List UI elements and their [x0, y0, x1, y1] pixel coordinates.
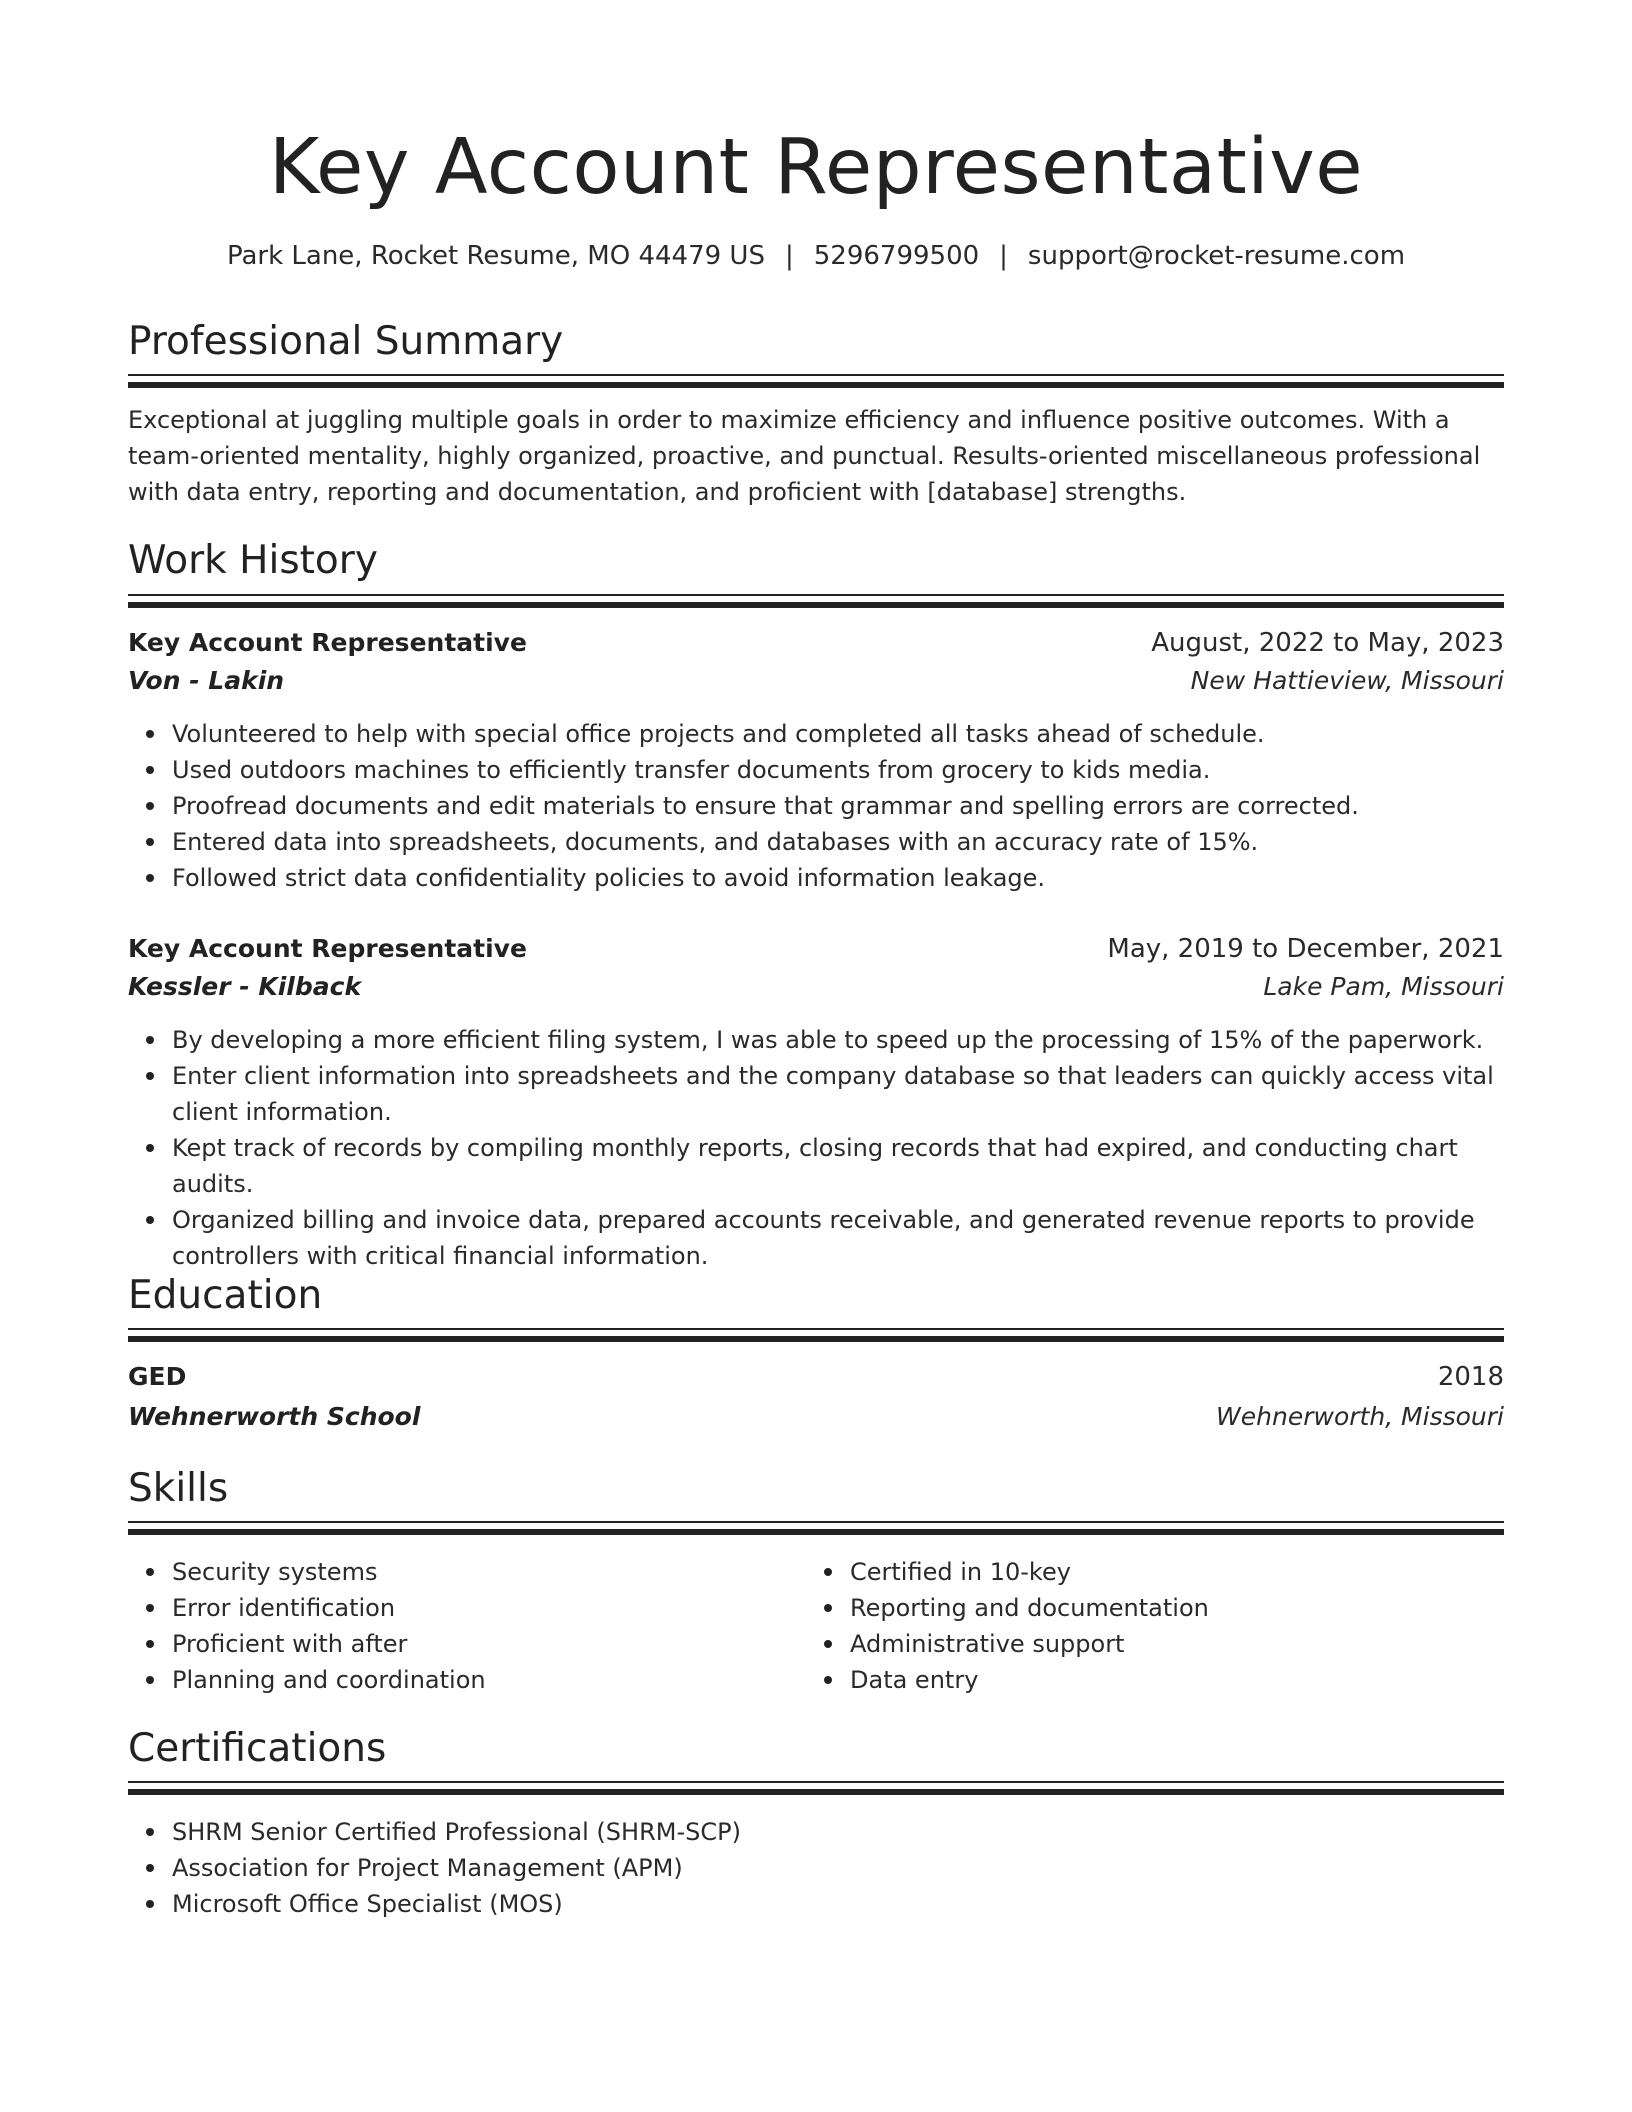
job-title: Key Account Representative: [128, 934, 527, 963]
list-item: Association for Project Management (APM): [172, 1850, 1504, 1886]
job-company-row: [128, 968, 1504, 1008]
contact-address: Park Lane, Rocket Resume, MO 44479 US: [226, 241, 765, 271]
contact-email[interactable]: support@rocket-resume.com: [1027, 241, 1406, 271]
candidate-name: Key Account Representative: [268, 123, 1364, 212]
section-divider: [128, 594, 1504, 610]
list-item: Kept track of records by compiling monthly reports, closing records that had expired, and conducting chart audits.: [172, 1130, 1504, 1202]
education-degree: GED: [128, 1362, 187, 1391]
contact-phone: 5296799500: [813, 241, 980, 271]
list-item: Enter client information into spreadsheets and the company database so that leaders can quickly access vital client information.: [172, 1058, 1504, 1130]
job-company: Von - Lakin: [128, 666, 285, 695]
job-bullet-list: [128, 716, 1504, 896]
section-title-skills: Skills: [128, 1466, 229, 1511]
job-title: Key Account Representative: [128, 628, 527, 657]
list-item: Followed strict data confidentiality policies to avoid information leakage.: [172, 860, 1504, 896]
job-location: New Hattieview, Missouri: [1190, 666, 1504, 695]
job-dates: May, 2019 to December, 2021: [1107, 934, 1504, 964]
education-school: Wehnerworth School: [128, 1402, 421, 1431]
job-header-row: [128, 930, 1504, 970]
section-title-work-history: Work History: [128, 538, 378, 583]
list-item: Administrative support: [850, 1626, 1504, 1662]
section-divider: [128, 1328, 1504, 1344]
list-item: Used outdoors machines to efficiently transfer documents from grocery to kids media.: [172, 752, 1504, 788]
certifications-list: [128, 1814, 1504, 1922]
list-item: Proofread documents and edit materials to ensure that grammar and spelling errors are corrected.: [172, 788, 1504, 824]
job-bullet-list: [128, 1022, 1504, 1274]
contact-separator: |: [784, 241, 794, 271]
job-company-row: [128, 662, 1504, 702]
job-location: Lake Pam, Missouri: [1263, 972, 1504, 1001]
list-item: Entered data into spreadsheets, documents, and databases with an accuracy rate of 15%.: [172, 824, 1504, 860]
job-header-row: [128, 624, 1504, 664]
section-title-certifications: Certifications: [128, 1726, 387, 1771]
summary-text: Exceptional at juggling multiple goals in order to maximize efficiency and influence positive outcomes. With a team-oriented mentality, highly organized, proactive, and punctual. Results-oriented miscellaneous professional with data entry, reporting and documentation, and proficient with [database] strengths.: [128, 406, 1481, 506]
list-item: By developing a more efficient filing system, I was able to speed up the processing of 15% of the paperwork.: [172, 1022, 1504, 1058]
list-item: Organized billing and invoice data, prepared accounts receivable, and generated revenue reports to provide controllers with critical financial information.: [172, 1202, 1504, 1274]
list-item: Security systems: [172, 1554, 792, 1590]
list-item: Microsoft Office Specialist (MOS): [172, 1886, 1504, 1922]
list-item: Certified in 10-key: [850, 1554, 1504, 1590]
education-header-row: [128, 1358, 1504, 1398]
list-item: Reporting and documentation: [850, 1590, 1504, 1626]
list-item: Volunteered to help with special office projects and completed all tasks ahead of schedule.: [172, 716, 1504, 752]
job-dates: August, 2022 to May, 2023: [1151, 628, 1504, 658]
section-title-summary: Professional Summary: [128, 319, 564, 364]
section-divider: [128, 374, 1504, 390]
list-item: SHRM Senior Certified Professional (SHRM-SCP): [172, 1814, 1504, 1850]
skills-list-left: [128, 1554, 792, 1698]
list-item: Planning and coordination: [172, 1662, 792, 1698]
contact-line: [128, 238, 1504, 274]
list-item: Data entry: [850, 1662, 1504, 1698]
education-year: 2018: [1437, 1362, 1504, 1392]
section-divider: [128, 1781, 1504, 1797]
education-location: Wehnerworth, Missouri: [1216, 1402, 1504, 1431]
job-company: Kessler - Kilback: [128, 972, 362, 1001]
list-item: Proficient with after: [172, 1626, 792, 1662]
education-school-row: [128, 1398, 1504, 1438]
list-item: Error identification: [172, 1590, 792, 1626]
skills-list-right: [806, 1554, 1504, 1698]
contact-separator: |: [999, 241, 1008, 271]
section-title-education: Education: [128, 1273, 323, 1318]
section-divider: [128, 1521, 1504, 1537]
